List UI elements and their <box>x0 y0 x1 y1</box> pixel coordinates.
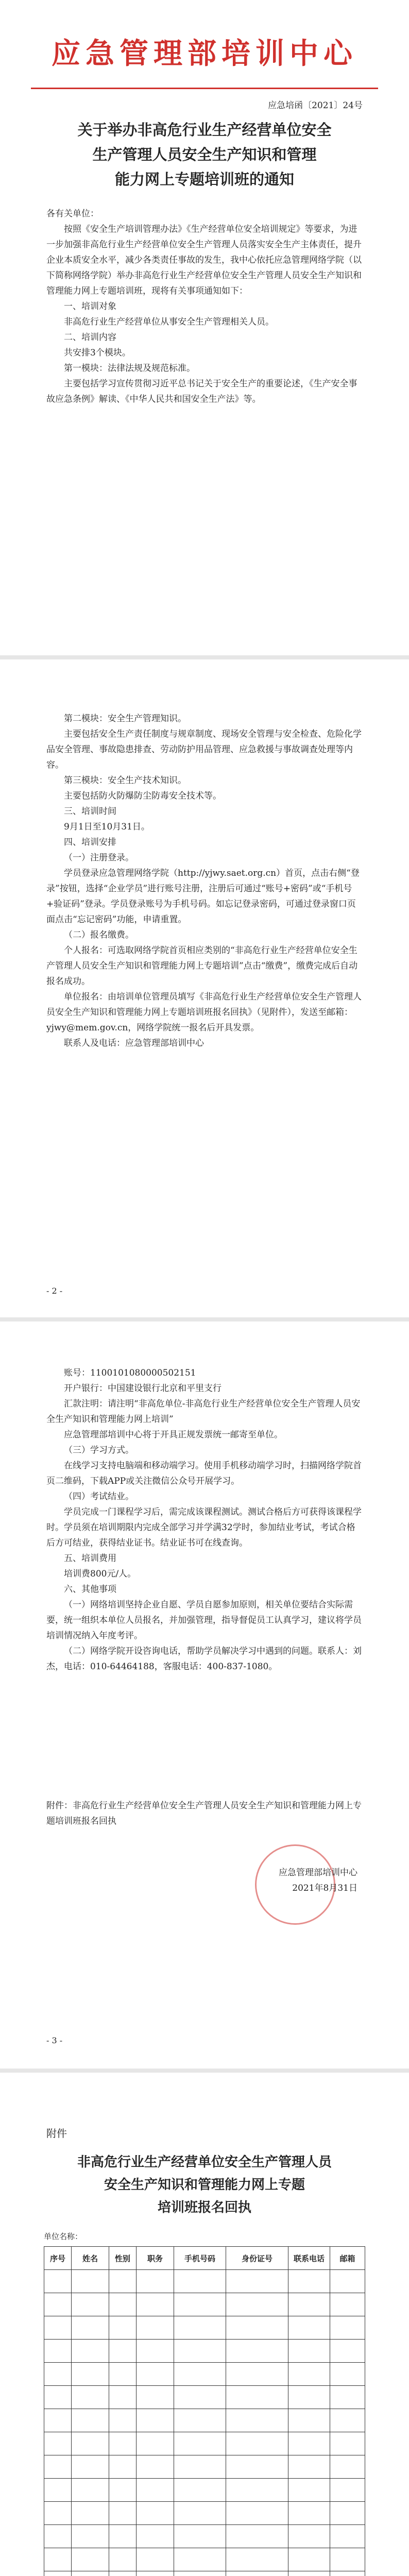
module-heading: 第一模块：法律法规及规范标准。 <box>64 363 195 374</box>
table-cell[interactable] <box>109 2340 137 2363</box>
subsection-heading: （三）学习方式。 <box>64 1445 134 1455</box>
table-cell[interactable] <box>72 2548 109 2571</box>
table-cell[interactable] <box>330 2293 365 2316</box>
page-separator <box>0 655 409 659</box>
table-row <box>44 2363 365 2386</box>
table-cell[interactable] <box>330 2455 365 2479</box>
table-cell[interactable] <box>226 2455 288 2479</box>
table-cell[interactable] <box>288 2340 330 2363</box>
table-cell[interactable] <box>330 2409 365 2432</box>
title-line: 生产管理人员安全生产知识和管理 <box>92 146 317 163</box>
form-title-line: 非高危行业生产经营单位安全生产管理人员 <box>77 2155 332 2170</box>
table-cell[interactable] <box>44 2316 72 2340</box>
table-cell[interactable] <box>109 2386 137 2409</box>
table-cell[interactable] <box>137 2316 174 2340</box>
col-header: 手机号码 <box>174 2247 226 2270</box>
table-cell[interactable] <box>288 2363 330 2386</box>
table-cell[interactable] <box>109 2316 137 2340</box>
table-cell[interactable] <box>44 2432 72 2455</box>
paragraph: 学员完成一门课程学习后，需完成该课程测试。测试合格后方可获得该课程学时。学员须在培训期限内完成全部学习并学满32学时，参加结业考试，考试合格后方可结业，获得结业证书。结业证书可在线查询。 <box>46 1507 362 1548</box>
table-row <box>44 2525 365 2548</box>
registration-table <box>44 2246 365 2576</box>
table-cell[interactable] <box>330 2340 365 2363</box>
attachment-note: 附件：非高危行业生产经营单位安全生产管理人员安全生产知识和管理能力网上专题培训班报名回执 <box>46 1801 362 1826</box>
page-number: - 3 - <box>46 2036 63 2045</box>
table-cell[interactable] <box>72 2363 109 2386</box>
table-row <box>44 2340 365 2363</box>
table-cell[interactable] <box>44 2386 72 2409</box>
page3-body <box>46 1365 363 1674</box>
page1-body <box>46 206 363 407</box>
table-cell[interactable] <box>137 2525 174 2548</box>
table-cell[interactable] <box>72 2432 109 2455</box>
table-cell[interactable] <box>330 2270 365 2293</box>
table-cell[interactable] <box>288 2548 330 2571</box>
subsection-heading: （一）注册登录。 <box>64 853 134 863</box>
table-cell[interactable] <box>174 2432 226 2455</box>
page-separator <box>0 1317 409 1321</box>
table-cell[interactable] <box>44 2502 72 2525</box>
table-cell[interactable] <box>226 2571 288 2576</box>
table-header-row <box>44 2247 365 2270</box>
table-cell[interactable] <box>72 2525 109 2548</box>
signature-block <box>279 1865 357 1896</box>
table-cell[interactable] <box>330 2571 365 2576</box>
table-cell[interactable] <box>330 2386 365 2409</box>
table-cell[interactable] <box>72 2293 109 2316</box>
table-cell[interactable] <box>174 2548 226 2571</box>
page-1 <box>0 0 409 654</box>
table-cell[interactable] <box>44 2293 72 2316</box>
table-cell[interactable] <box>288 2316 330 2340</box>
table-cell[interactable] <box>44 2363 72 2386</box>
table-cell[interactable] <box>72 2571 109 2576</box>
table-cell[interactable] <box>174 2502 226 2525</box>
table-cell[interactable] <box>109 2432 137 2455</box>
table-cell[interactable] <box>330 2548 365 2571</box>
table-cell[interactable] <box>44 2340 72 2363</box>
paragraph: 联系人及电话：应急管理部培训中心 <box>64 1038 204 1048</box>
col-header: 联系电话 <box>288 2247 330 2270</box>
col-header: 职务 <box>137 2247 174 2270</box>
table-cell[interactable] <box>174 2363 226 2386</box>
table-cell[interactable] <box>137 2571 174 2576</box>
paragraph: （二）网络学院开设咨询电话，帮助学员解决学习中遇到的问题。联系人：刘杰，电话：010-64464188，客服电话：400-837-1080。 <box>46 1646 362 1672</box>
section-heading: 三、培训时间 <box>64 806 116 817</box>
table-cell[interactable] <box>288 2293 330 2316</box>
table-row <box>44 2409 365 2432</box>
table-cell[interactable] <box>109 2409 137 2432</box>
section-heading: 四、培训安排 <box>64 837 116 848</box>
table-cell[interactable] <box>137 2340 174 2363</box>
red-divider-line <box>31 88 378 89</box>
table-cell[interactable] <box>137 2548 174 2571</box>
table-cell[interactable] <box>109 2479 137 2502</box>
table-cell[interactable] <box>137 2502 174 2525</box>
intro-paragraph: 按照《安全生产培训管理办法》《生产经营单位安全培训规定》等要求，为进一步加强非高危行业生产经营单位安全生产管理人员落实安全生产主体责任，提升企业本质安全水平，减少各类责任事故的发生，我中心依托应急管理网络学院（以下简称网络学院）举办非高危行业生产经营单位安全生产管理人员安全生产知识和管理能力网上专题培训班，现将有关事项通知如下： <box>46 224 362 296</box>
table-cell[interactable] <box>288 2455 330 2479</box>
table-cell[interactable] <box>226 2432 288 2455</box>
table-cell[interactable] <box>226 2293 288 2316</box>
table-cell[interactable] <box>137 2270 174 2293</box>
account-number: 账号：1100101080000502151 <box>64 1368 196 1378</box>
table-cell[interactable] <box>226 2270 288 2293</box>
table-cell[interactable] <box>137 2409 174 2432</box>
salutation: 各有关单位： <box>46 209 99 219</box>
table-cell[interactable] <box>44 2270 72 2293</box>
paragraph: （一）网络培训坚持企业自愿、学员自愿参加原则，相关单位要结合实际需要，统一组织本单位人员报名，并加强管理，指导督促员工认真学习，建议将学员培训情况纳入年度考评。 <box>46 1600 362 1641</box>
table-cell[interactable] <box>109 2502 137 2525</box>
table-cell[interactable] <box>72 2270 109 2293</box>
table-cell[interactable] <box>44 2571 72 2576</box>
table-cell[interactable] <box>288 2571 330 2576</box>
table-cell[interactable] <box>288 2432 330 2455</box>
table-row <box>44 2270 365 2293</box>
table-cell[interactable] <box>137 2293 174 2316</box>
paragraph: 学员登录应急管理网络学院（http://yjwy.saet.org.cn）首页，点击右侧“登录”按钮，选择“企业学员”进行账号注册，注册后可通过“账号+密码”或“手机号+验证码”登录。学员登录账号为手机号码。如忘记登录密码，可通过登录窗口页面点击“忘记密码”功能，申请重置。 <box>46 868 360 925</box>
table-cell[interactable] <box>137 2455 174 2479</box>
table-cell[interactable] <box>109 2293 137 2316</box>
table-cell[interactable] <box>174 2386 226 2409</box>
table-cell[interactable] <box>226 2502 288 2525</box>
table-cell[interactable] <box>226 2548 288 2571</box>
table-row <box>44 2571 365 2576</box>
table-cell[interactable] <box>72 2386 109 2409</box>
paragraph: 主要包括安全生产责任制度与规章制度、现场安全管理与安全检查、危险化学品安全管理、事故隐患排查、劳动防护用品管理、应急救援与事故调查处理等内容。 <box>46 729 362 770</box>
table-row <box>44 2316 365 2340</box>
table-cell[interactable] <box>137 2363 174 2386</box>
table-cell[interactable] <box>288 2270 330 2293</box>
paragraph: 主要包括学习宣传贯彻习近平总书记关于安全生产的重要论述，《生产安全事故应急条例》解读、《中华人民共和国安全生产法》等。 <box>46 379 357 404</box>
paragraph: 在线学习支持电脑端和移动端学习。使用手机移动端学习时，扫描网络学院首页二维码，下载APP或关注微信公众号开展学习。 <box>46 1461 362 1486</box>
table-cell[interactable] <box>109 2548 137 2571</box>
table-cell[interactable] <box>174 2479 226 2502</box>
paragraph: 主要包括防火防爆防尘防毒安全技术等。 <box>64 791 221 801</box>
table-cell[interactable] <box>288 2409 330 2432</box>
table-cell[interactable] <box>330 2502 365 2525</box>
table-cell[interactable] <box>44 2548 72 2571</box>
table-cell[interactable] <box>174 2409 226 2432</box>
section-heading: 五、培训费用 <box>64 1553 116 1564</box>
paragraph: 非高危行业生产经营单位从事安全生产管理相关人员。 <box>64 317 274 327</box>
table-cell[interactable] <box>330 2432 365 2455</box>
table-cell[interactable] <box>137 2479 174 2502</box>
table-row <box>44 2293 365 2316</box>
title-line: 关于举办非高危行业生产经营单位安全 <box>77 121 332 139</box>
subsection-heading: （二）报名缴费。 <box>64 930 134 940</box>
table-cell[interactable] <box>109 2571 137 2576</box>
table-cell[interactable] <box>330 2363 365 2386</box>
table-cell[interactable] <box>174 2455 226 2479</box>
table-cell[interactable] <box>330 2479 365 2502</box>
document-number: 应急培函〔2021〕24号 <box>268 100 363 111</box>
table-cell[interactable] <box>109 2270 137 2293</box>
table-cell[interactable] <box>226 2409 288 2432</box>
remittance-remark: 汇款注明：请注明“非高危单位-非高危行业生产经营单位安全生产管理人员安全生产知识和管理能力网上培训” <box>46 1399 361 1425</box>
table-row <box>44 2386 365 2409</box>
attachment-label: 附件 <box>46 2127 67 2140</box>
sign-date: 2021年8月31日 <box>292 1883 357 1893</box>
table-cell[interactable] <box>174 2525 226 2548</box>
paragraph: 单位报名：由培训单位管理员填写《非高危行业生产经营单位安全生产管理人员安全生产知识和管理能力网上专题培训班报名回执》（见附件），发送至邮箱：yjwy@mem.gov.cn，网络学院统一报名后开具发票。 <box>46 992 362 1033</box>
page-2 <box>0 662 409 1316</box>
table-cell[interactable] <box>288 2479 330 2502</box>
table-cell[interactable] <box>330 2316 365 2340</box>
section-heading: 六、其他事项 <box>64 1584 116 1595</box>
table-row <box>44 2479 365 2502</box>
col-header: 邮箱 <box>330 2247 365 2270</box>
page-separator <box>0 2069 409 2073</box>
table-cell[interactable] <box>44 2455 72 2479</box>
table-cell[interactable] <box>226 2316 288 2340</box>
form-title <box>57 2151 352 2219</box>
col-header: 身份证号 <box>226 2247 288 2270</box>
table-row <box>44 2548 365 2571</box>
bank-name: 开户银行：中国建设银行北京和平里支行 <box>64 1383 221 1394</box>
paragraph: 9月1日至10月31日。 <box>64 822 150 832</box>
table-cell[interactable] <box>44 2479 72 2502</box>
page-3 <box>0 1324 409 2066</box>
table-cell[interactable] <box>72 2340 109 2363</box>
table-cell[interactable] <box>72 2455 109 2479</box>
table-cell[interactable] <box>72 2502 109 2525</box>
table-cell[interactable] <box>174 2316 226 2340</box>
col-header: 姓名 <box>72 2247 109 2270</box>
section-heading: 一、培训对象 <box>64 301 116 312</box>
form-title-line: 安全生产知识和管理能力网上专题 <box>104 2177 305 2193</box>
table-cell[interactable] <box>330 2525 365 2548</box>
table-cell[interactable] <box>288 2502 330 2525</box>
col-header: 序号 <box>44 2247 72 2270</box>
masthead: 应急管理部培训中心 <box>52 37 357 71</box>
table-cell[interactable] <box>72 2479 109 2502</box>
title-line: 能力网上专题培训班的通知 <box>114 171 294 188</box>
page-4 <box>0 2076 409 2576</box>
module-heading: 第二模块：安全生产管理知识。 <box>64 714 186 724</box>
table-cell[interactable] <box>226 2479 288 2502</box>
section-heading: 二、培训内容 <box>64 332 116 343</box>
module-heading: 第三模块：安全生产技术知识。 <box>64 775 186 786</box>
document-title <box>41 117 368 192</box>
paragraph: 培训费800元/人。 <box>64 1569 137 1579</box>
table-cell[interactable] <box>226 2340 288 2363</box>
table-cell[interactable] <box>44 2525 72 2548</box>
table-cell[interactable] <box>137 2432 174 2455</box>
page-number: - 2 - <box>46 1286 63 1296</box>
table-row <box>44 2455 365 2479</box>
unit-name-label: 单位名称： <box>44 2232 83 2241</box>
table-row <box>44 2432 365 2455</box>
col-header: 性别 <box>109 2247 137 2270</box>
table-cell[interactable] <box>174 2270 226 2293</box>
paragraph: 个人报名：可选取网络学院首页相应类别的“非高危行业生产经营单位安全生产管理人员安全生产知识和管理能力网上专题培训”点击“缴费”，缴费完成后自动报名成功。 <box>46 945 358 987</box>
table-cell[interactable] <box>174 2340 226 2363</box>
paragraph: 共安排3个模块。 <box>64 348 131 358</box>
table-cell[interactable] <box>174 2293 226 2316</box>
table-cell[interactable] <box>109 2525 137 2548</box>
table-cell[interactable] <box>109 2455 137 2479</box>
table-cell[interactable] <box>72 2316 109 2340</box>
table-cell[interactable] <box>226 2525 288 2548</box>
table-cell[interactable] <box>226 2386 288 2409</box>
table-cell[interactable] <box>137 2386 174 2409</box>
page2-body <box>46 711 363 1051</box>
sign-organization: 应急管理部培训中心 <box>279 1868 357 1878</box>
table-cell[interactable] <box>226 2363 288 2386</box>
table-cell[interactable] <box>174 2571 226 2576</box>
table-cell[interactable] <box>288 2525 330 2548</box>
form-title-line: 培训班报名回执 <box>157 2200 251 2215</box>
table-cell[interactable] <box>109 2363 137 2386</box>
table-cell[interactable] <box>72 2409 109 2432</box>
subsection-heading: （四）考试结业。 <box>64 1492 134 1502</box>
table-cell[interactable] <box>288 2386 330 2409</box>
table-cell[interactable] <box>44 2409 72 2432</box>
paragraph: 应急管理部培训中心将于开具正规发票统一邮寄至单位。 <box>64 1430 283 1440</box>
table-row <box>44 2502 365 2525</box>
